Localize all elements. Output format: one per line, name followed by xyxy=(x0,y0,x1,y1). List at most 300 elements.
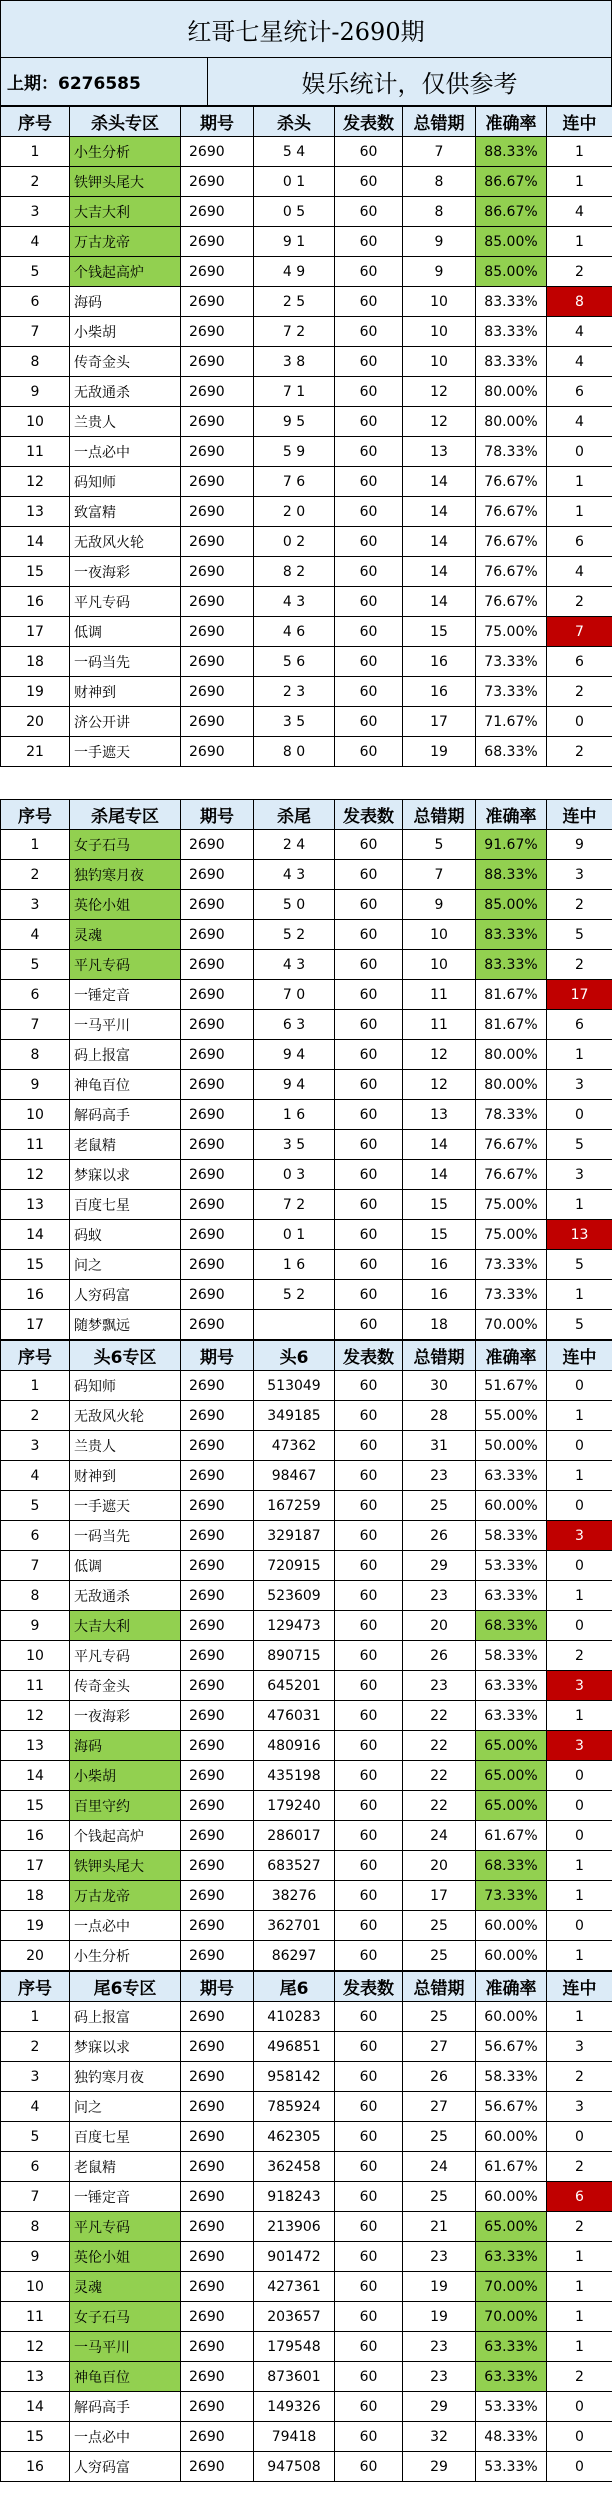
win-streak-cell: 0 xyxy=(547,1791,612,1821)
pick-cell: 129473 xyxy=(254,1611,335,1641)
row-number-cell: 6 xyxy=(1,287,70,317)
period-cell: 2690 xyxy=(181,1551,254,1581)
post-count-cell: 60 xyxy=(335,2452,403,2482)
period-cell: 2690 xyxy=(181,287,254,317)
expert-name-cell: 万古龙帝 xyxy=(70,1881,181,1911)
row-number-cell: 17 xyxy=(1,1310,70,1340)
post-count-cell: 60 xyxy=(335,1911,403,1941)
pick-cell: 329187 xyxy=(254,1521,335,1551)
table-row xyxy=(1,467,612,497)
table-row xyxy=(1,1491,612,1521)
win-streak-cell: 1 xyxy=(547,1280,612,1310)
period-cell: 2690 xyxy=(181,2002,254,2032)
win-streak-cell: 0 xyxy=(547,1821,612,1851)
column-header: 序号 xyxy=(1,1972,70,2002)
accuracy-rate-cell: 71.67% xyxy=(476,707,547,737)
row-number-cell: 1 xyxy=(1,1371,70,1401)
win-streak-cell: 1 xyxy=(547,497,612,527)
column-header: 序号 xyxy=(1,107,70,137)
expert-name-cell: 随梦飘远 xyxy=(70,1310,181,1340)
stats-table-1 xyxy=(0,106,612,767)
post-count-cell: 60 xyxy=(335,1881,403,1911)
row-number-cell: 19 xyxy=(1,1911,70,1941)
period-cell: 2690 xyxy=(181,920,254,950)
win-streak-cell: 3 xyxy=(547,1070,612,1100)
win-streak-cell: 2 xyxy=(547,587,612,617)
accuracy-rate-cell: 75.00% xyxy=(476,617,547,647)
accuracy-rate-cell: 83.33% xyxy=(476,287,547,317)
accuracy-rate-cell: 63.33% xyxy=(476,1581,547,1611)
table-row xyxy=(1,317,612,347)
accuracy-rate-cell: 76.67% xyxy=(476,557,547,587)
table-row xyxy=(1,2062,612,2092)
accuracy-rate-cell: 73.33% xyxy=(476,1881,547,1911)
pick-cell: 890715 xyxy=(254,1641,335,1671)
miss-count-cell: 32 xyxy=(403,2422,476,2452)
post-count-cell: 60 xyxy=(335,1821,403,1851)
pick-cell: 427361 xyxy=(254,2272,335,2302)
period-cell: 2690 xyxy=(181,317,254,347)
accuracy-rate-cell: 68.33% xyxy=(476,1611,547,1641)
table-row xyxy=(1,1371,612,1401)
win-streak-cell: 4 xyxy=(547,317,612,347)
accuracy-rate-cell: 63.33% xyxy=(476,2242,547,2272)
pick-cell: 523609 xyxy=(254,1581,335,1611)
period-cell: 2690 xyxy=(181,1040,254,1070)
row-number-cell: 4 xyxy=(1,920,70,950)
table-row xyxy=(1,1911,612,1941)
expert-name-cell: 无敌风火轮 xyxy=(70,527,181,557)
table-row xyxy=(1,227,612,257)
period-cell: 2690 xyxy=(181,1371,254,1401)
win-streak-cell: 6 xyxy=(547,527,612,557)
post-count-cell: 60 xyxy=(335,1461,403,1491)
win-streak-cell: 5 xyxy=(547,920,612,950)
table-row xyxy=(1,1220,612,1250)
win-streak-cell: 2 xyxy=(547,890,612,920)
stats-table-3 xyxy=(0,1340,612,1971)
column-header: 总错期 xyxy=(403,1341,476,1371)
last-period-result: 上期：6276585 xyxy=(1,58,208,105)
pick-cell: 362458 xyxy=(254,2152,335,2182)
period-cell: 2690 xyxy=(181,2242,254,2272)
miss-count-cell: 9 xyxy=(403,257,476,287)
table-row xyxy=(1,980,612,1010)
pick-cell: 2 5 xyxy=(254,287,335,317)
table-row xyxy=(1,1280,612,1310)
table-row xyxy=(1,830,612,860)
period-cell: 2690 xyxy=(181,407,254,437)
miss-count-cell: 24 xyxy=(403,1821,476,1851)
post-count-cell: 60 xyxy=(335,2422,403,2452)
post-count-cell: 60 xyxy=(335,1551,403,1581)
expert-name-cell: 大吉大利 xyxy=(70,197,181,227)
pick-cell: 958142 xyxy=(254,2062,335,2092)
row-number-cell: 12 xyxy=(1,1160,70,1190)
table-row xyxy=(1,1821,612,1851)
accuracy-rate-cell: 73.33% xyxy=(476,677,547,707)
post-count-cell: 60 xyxy=(335,707,403,737)
period-cell: 2690 xyxy=(181,2452,254,2482)
period-cell: 2690 xyxy=(181,1280,254,1310)
row-number-cell: 14 xyxy=(1,527,70,557)
pick-cell: 873601 xyxy=(254,2362,335,2392)
pick-cell: 0 5 xyxy=(254,197,335,227)
table-row xyxy=(1,1521,612,1551)
win-streak-cell: 4 xyxy=(547,557,612,587)
miss-count-cell: 8 xyxy=(403,167,476,197)
row-number-cell: 14 xyxy=(1,1220,70,1250)
row-number-cell: 12 xyxy=(1,2332,70,2362)
table-row xyxy=(1,1431,612,1461)
expert-name-cell: 小生分析 xyxy=(70,1941,181,1971)
win-streak-cell: 3 xyxy=(547,2092,612,2122)
expert-name-cell: 平凡专码 xyxy=(70,2212,181,2242)
period-cell: 2690 xyxy=(181,860,254,890)
win-streak-cell: 2 xyxy=(547,2212,612,2242)
post-count-cell: 60 xyxy=(335,287,403,317)
pick-cell: 98467 xyxy=(254,1461,335,1491)
post-count-cell: 60 xyxy=(335,2302,403,2332)
table-row xyxy=(1,1731,612,1761)
pick-cell: 286017 xyxy=(254,1821,335,1851)
pick-cell: 5 2 xyxy=(254,1280,335,1310)
post-count-cell: 60 xyxy=(335,1641,403,1671)
miss-count-cell: 23 xyxy=(403,1671,476,1701)
period-cell: 2690 xyxy=(181,2362,254,2392)
period-cell: 2690 xyxy=(181,347,254,377)
expert-name-cell: 一夜海彩 xyxy=(70,1701,181,1731)
table-row xyxy=(1,1401,612,1431)
pick-cell: 918243 xyxy=(254,2182,335,2212)
accuracy-rate-cell: 73.33% xyxy=(476,1280,547,1310)
period-cell: 2690 xyxy=(181,1941,254,1971)
post-count-cell: 60 xyxy=(335,1130,403,1160)
post-count-cell: 60 xyxy=(335,1491,403,1521)
expert-name-cell: 一锤定音 xyxy=(70,2182,181,2212)
row-number-cell: 9 xyxy=(1,377,70,407)
win-streak-cell: 1 xyxy=(547,227,612,257)
table-row xyxy=(1,437,612,467)
table-row xyxy=(1,1701,612,1731)
row-number-cell: 11 xyxy=(1,2302,70,2332)
table-row xyxy=(1,2362,612,2392)
column-header: 序号 xyxy=(1,1341,70,1371)
table-row xyxy=(1,2002,612,2032)
post-count-cell: 60 xyxy=(335,830,403,860)
expert-name-cell: 低调 xyxy=(70,1551,181,1581)
expert-name-cell: 百里守约 xyxy=(70,1791,181,1821)
post-count-cell: 60 xyxy=(335,2272,403,2302)
table-row xyxy=(1,1761,612,1791)
pick-cell: 349185 xyxy=(254,1401,335,1431)
pick-cell: 7 1 xyxy=(254,377,335,407)
accuracy-rate-cell: 70.00% xyxy=(476,2272,547,2302)
row-number-cell: 11 xyxy=(1,1671,70,1701)
win-streak-cell: 1 xyxy=(547,1581,612,1611)
row-number-cell: 14 xyxy=(1,2392,70,2422)
row-number-cell: 18 xyxy=(1,647,70,677)
accuracy-rate-cell: 78.33% xyxy=(476,1100,547,1130)
miss-count-cell: 22 xyxy=(403,1701,476,1731)
row-number-cell: 8 xyxy=(1,1040,70,1070)
post-count-cell: 60 xyxy=(335,2182,403,2212)
win-streak-cell: 0 xyxy=(547,1431,612,1461)
table-row xyxy=(1,2152,612,2182)
miss-count-cell: 14 xyxy=(403,557,476,587)
period-cell: 2690 xyxy=(181,1731,254,1761)
table-row xyxy=(1,920,612,950)
expert-name-cell: 百度七星 xyxy=(70,1190,181,1220)
expert-name-cell: 梦寐以求 xyxy=(70,2032,181,2062)
disclaimer-note: 娱乐统计，仅供参考 xyxy=(301,70,518,98)
row-number-cell: 18 xyxy=(1,1881,70,1911)
miss-count-cell: 7 xyxy=(403,137,476,167)
pick-cell: 9 4 xyxy=(254,1040,335,1070)
win-streak-cell: 0 xyxy=(547,2392,612,2422)
miss-count-cell: 12 xyxy=(403,1070,476,1100)
miss-count-cell: 11 xyxy=(403,1010,476,1040)
accuracy-rate-cell: 68.33% xyxy=(476,737,547,767)
post-count-cell: 60 xyxy=(335,527,403,557)
miss-count-cell: 18 xyxy=(403,1310,476,1340)
row-number-cell: 10 xyxy=(1,1641,70,1671)
row-number-cell: 4 xyxy=(1,227,70,257)
win-streak-cell: 6 xyxy=(547,647,612,677)
column-header: 尾6 xyxy=(254,1972,335,2002)
win-streak-cell: 13 xyxy=(547,1220,612,1250)
pick-cell: 5 4 xyxy=(254,137,335,167)
table-row xyxy=(1,1941,612,1971)
win-streak-cell: 3 xyxy=(547,1160,612,1190)
pick-cell: 3 5 xyxy=(254,1130,335,1160)
accuracy-rate-cell: 53.33% xyxy=(476,2392,547,2422)
period-cell: 2690 xyxy=(181,617,254,647)
pick-cell: 720915 xyxy=(254,1551,335,1581)
accuracy-rate-cell: 60.00% xyxy=(476,2122,547,2152)
win-streak-cell: 5 xyxy=(547,1130,612,1160)
win-streak-cell: 0 xyxy=(547,1761,612,1791)
miss-count-cell: 12 xyxy=(403,1040,476,1070)
accuracy-rate-cell: 76.67% xyxy=(476,1130,547,1160)
expert-name-cell: 老鼠精 xyxy=(70,2152,181,2182)
miss-count-cell: 14 xyxy=(403,497,476,527)
column-header: 期号 xyxy=(181,800,254,830)
win-streak-cell: 2 xyxy=(547,677,612,707)
accuracy-rate-cell: 63.33% xyxy=(476,1671,547,1701)
row-number-cell: 15 xyxy=(1,1791,70,1821)
win-streak-cell: 6 xyxy=(547,377,612,407)
expert-name-cell: 兰贵人 xyxy=(70,1431,181,1461)
post-count-cell: 60 xyxy=(335,1100,403,1130)
miss-count-cell: 15 xyxy=(403,1190,476,1220)
miss-count-cell: 25 xyxy=(403,1941,476,1971)
accuracy-rate-cell: 76.67% xyxy=(476,587,547,617)
expert-name-cell: 铁钾头尾大 xyxy=(70,167,181,197)
table-row xyxy=(1,2452,612,2482)
pick-cell: 149326 xyxy=(254,2392,335,2422)
table-header-row xyxy=(1,1972,612,2002)
win-streak-cell: 1 xyxy=(547,2332,612,2362)
table-row xyxy=(1,2422,612,2452)
column-header: 杀头专区 xyxy=(70,107,181,137)
pick-cell: 4 3 xyxy=(254,860,335,890)
row-number-cell: 11 xyxy=(1,437,70,467)
post-count-cell: 60 xyxy=(335,860,403,890)
subheader xyxy=(0,58,612,106)
win-streak-cell: 2 xyxy=(547,257,612,287)
miss-count-cell: 20 xyxy=(403,1611,476,1641)
win-streak-cell: 2 xyxy=(547,950,612,980)
period-cell: 2690 xyxy=(181,2122,254,2152)
miss-count-cell: 20 xyxy=(403,1851,476,1881)
expert-name-cell: 平凡专码 xyxy=(70,1641,181,1671)
column-header: 期号 xyxy=(181,1972,254,2002)
expert-name-cell: 码知师 xyxy=(70,467,181,497)
table-row xyxy=(1,1551,612,1581)
win-streak-cell: 1 xyxy=(547,137,612,167)
accuracy-rate-cell: 75.00% xyxy=(476,1220,547,1250)
miss-count-cell: 19 xyxy=(403,737,476,767)
row-number-cell: 13 xyxy=(1,1190,70,1220)
period-cell: 2690 xyxy=(181,677,254,707)
period-cell: 2690 xyxy=(181,1401,254,1431)
miss-count-cell: 10 xyxy=(403,920,476,950)
column-header: 准确率 xyxy=(476,1972,547,2002)
miss-count-cell: 26 xyxy=(403,1641,476,1671)
accuracy-rate-cell: 85.00% xyxy=(476,890,547,920)
accuracy-rate-cell: 55.00% xyxy=(476,1401,547,1431)
win-streak-cell: 1 xyxy=(547,1881,612,1911)
accuracy-rate-cell: 85.00% xyxy=(476,257,547,287)
table-row xyxy=(1,647,612,677)
row-number-cell: 21 xyxy=(1,737,70,767)
table-row xyxy=(1,197,612,227)
column-header: 杀尾 xyxy=(254,800,335,830)
accuracy-rate-cell: 51.67% xyxy=(476,1371,547,1401)
expert-name-cell: 百度七星 xyxy=(70,2122,181,2152)
expert-name-cell: 码上报富 xyxy=(70,1040,181,1070)
period-cell: 2690 xyxy=(181,1190,254,1220)
accuracy-rate-cell: 61.67% xyxy=(476,1821,547,1851)
win-streak-cell: 1 xyxy=(547,1851,612,1881)
accuracy-rate-cell: 88.33% xyxy=(476,137,547,167)
win-streak-cell: 5 xyxy=(547,1310,612,1340)
row-number-cell: 10 xyxy=(1,2272,70,2302)
accuracy-rate-cell: 80.00% xyxy=(476,377,547,407)
table-row xyxy=(1,2032,612,2062)
expert-name-cell: 码上报富 xyxy=(70,2002,181,2032)
accuracy-rate-cell: 53.33% xyxy=(476,2452,547,2482)
period-cell: 2690 xyxy=(181,1250,254,1280)
miss-count-cell: 15 xyxy=(403,1220,476,1250)
row-number-cell: 5 xyxy=(1,2122,70,2152)
miss-count-cell: 10 xyxy=(403,317,476,347)
pick-cell: 3 5 xyxy=(254,707,335,737)
row-number-cell: 13 xyxy=(1,2362,70,2392)
row-number-cell: 15 xyxy=(1,2422,70,2452)
post-count-cell: 60 xyxy=(335,467,403,497)
win-streak-cell: 2 xyxy=(547,2362,612,2392)
accuracy-rate-cell: 76.67% xyxy=(476,1160,547,1190)
post-count-cell: 60 xyxy=(335,2242,403,2272)
win-streak-cell: 1 xyxy=(547,1190,612,1220)
expert-name-cell: 传奇金头 xyxy=(70,347,181,377)
miss-count-cell: 23 xyxy=(403,2242,476,2272)
table-row xyxy=(1,707,612,737)
period-cell: 2690 xyxy=(181,2392,254,2422)
post-count-cell: 60 xyxy=(335,497,403,527)
column-header: 总错期 xyxy=(403,1972,476,2002)
post-count-cell: 60 xyxy=(335,227,403,257)
post-count-cell: 60 xyxy=(335,950,403,980)
accuracy-rate-cell: 63.33% xyxy=(476,1701,547,1731)
miss-count-cell: 16 xyxy=(403,677,476,707)
miss-count-cell: 8 xyxy=(403,197,476,227)
period-cell: 2690 xyxy=(181,1911,254,1941)
table-row xyxy=(1,1160,612,1190)
expert-name-cell: 神龟百位 xyxy=(70,2362,181,2392)
accuracy-rate-cell: 70.00% xyxy=(476,2302,547,2332)
win-streak-cell: 17 xyxy=(547,980,612,1010)
table-row xyxy=(1,677,612,707)
miss-count-cell: 13 xyxy=(403,437,476,467)
miss-count-cell: 23 xyxy=(403,1581,476,1611)
accuracy-rate-cell: 76.67% xyxy=(476,527,547,557)
pick-cell: 476031 xyxy=(254,1701,335,1731)
table-row xyxy=(1,1641,612,1671)
table-row xyxy=(1,2092,612,2122)
row-number-cell: 1 xyxy=(1,2002,70,2032)
expert-name-cell: 兰贵人 xyxy=(70,407,181,437)
pick-cell: 5 6 xyxy=(254,647,335,677)
period-cell: 2690 xyxy=(181,1761,254,1791)
accuracy-rate-cell: 73.33% xyxy=(476,647,547,677)
period-cell: 2690 xyxy=(181,737,254,767)
accuracy-rate-cell: 85.00% xyxy=(476,227,547,257)
expert-name-cell: 灵魂 xyxy=(70,2272,181,2302)
period-cell: 2690 xyxy=(181,2182,254,2212)
win-streak-cell: 0 xyxy=(547,2122,612,2152)
miss-count-cell: 28 xyxy=(403,1401,476,1431)
section-spacer xyxy=(0,767,612,799)
pick-cell: 0 1 xyxy=(254,1220,335,1250)
accuracy-rate-cell: 48.33% xyxy=(476,2422,547,2452)
row-number-cell: 17 xyxy=(1,617,70,647)
table-row xyxy=(1,497,612,527)
win-streak-cell: 3 xyxy=(547,1521,612,1551)
miss-count-cell: 25 xyxy=(403,2002,476,2032)
pick-cell: 9 1 xyxy=(254,227,335,257)
table-row xyxy=(1,860,612,890)
expert-name-cell: 问之 xyxy=(70,1250,181,1280)
win-streak-cell: 9 xyxy=(547,830,612,860)
accuracy-rate-cell: 75.00% xyxy=(476,1190,547,1220)
period-cell: 2690 xyxy=(181,1581,254,1611)
pick-cell: 0 2 xyxy=(254,527,335,557)
pick-cell: 480916 xyxy=(254,1731,335,1761)
miss-count-cell: 22 xyxy=(403,1791,476,1821)
pick-cell: 785924 xyxy=(254,2092,335,2122)
pick-cell: 4 3 xyxy=(254,587,335,617)
win-streak-cell: 1 xyxy=(547,467,612,497)
table-row xyxy=(1,617,612,647)
win-streak-cell: 0 xyxy=(547,437,612,467)
row-number-cell: 13 xyxy=(1,497,70,527)
post-count-cell: 60 xyxy=(335,1160,403,1190)
post-count-cell: 60 xyxy=(335,1250,403,1280)
win-streak-cell: 8 xyxy=(547,287,612,317)
